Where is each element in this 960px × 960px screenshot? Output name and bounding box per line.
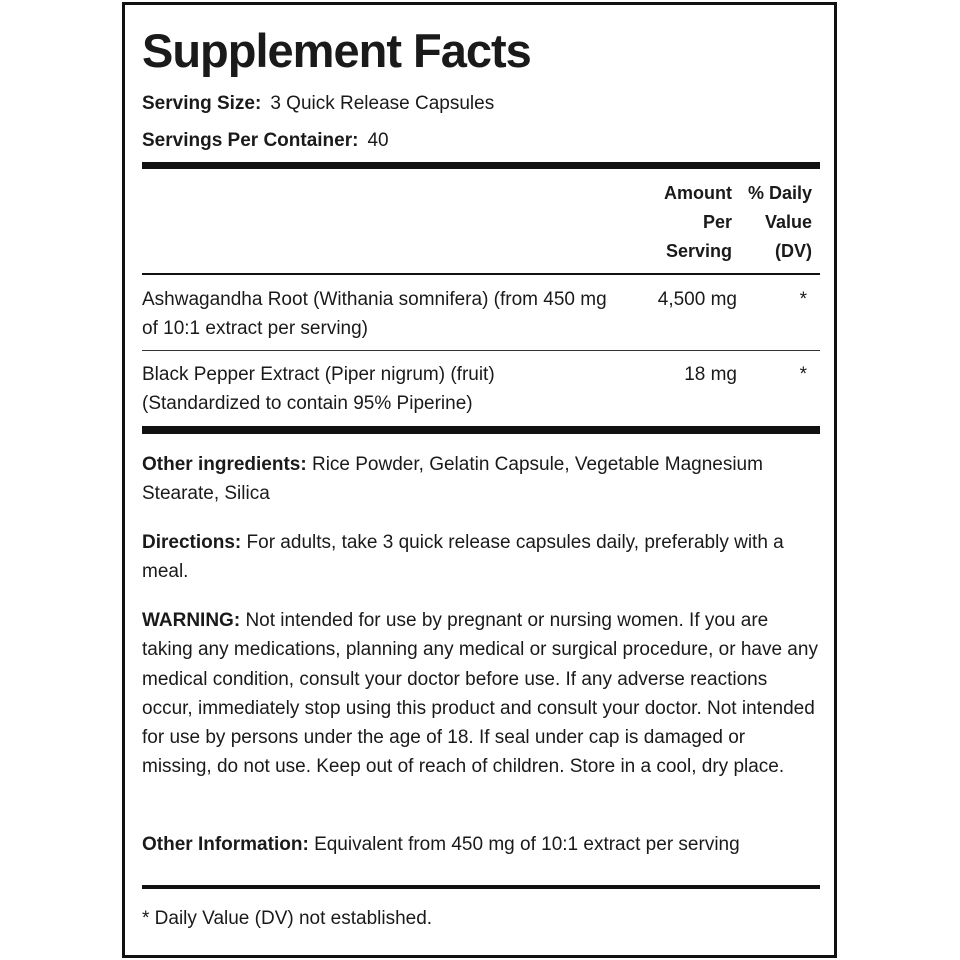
ingredient-name	[142, 285, 632, 343]
other-information-label: Other Information:	[142, 834, 309, 855]
warning-label: WARNING:	[142, 610, 241, 631]
header-line: Value	[764, 212, 812, 232]
other-ingredients-label: Other ingredients:	[142, 454, 307, 475]
warning-text: Not intended for use by pregnant or nursing women. If you are taking any medications, planning any medical or surgical procedure, or have any medical condition, consult your doctor before use. If any adverse reactions occur, immediately stop using this product and consult your doctor. Not intended for use by persons under the age of 18. If seal under cap is damaged or missing, do not use. Keep out of reach of children. Store in a cool, dry place.	[142, 610, 818, 778]
servings-per-container-value: 40	[367, 130, 389, 151]
divider-row	[142, 350, 820, 351]
panel-title: Supplement Facts	[142, 24, 531, 77]
divider-footer	[142, 885, 820, 889]
ingredient-amount: 18 mg	[684, 364, 737, 385]
ingredient-amount: 4,500 mg	[657, 289, 737, 310]
ingredient-name	[142, 360, 632, 418]
other-information-text: Equivalent from 450 mg of 10:1 extract per serving	[314, 834, 740, 855]
ingredient-name-line: of 10:1 extract per serving)	[142, 318, 368, 339]
header-line: Per	[702, 212, 732, 232]
ingredient-name-line: Black Pepper Extract (Piper nigrum) (fruit)	[142, 364, 495, 385]
serving-size-label: Serving Size:	[142, 93, 262, 114]
serving-size-value: 3 Quick Release Capsules	[270, 93, 495, 114]
other-information	[142, 830, 820, 859]
header-line: Serving	[665, 241, 732, 261]
divider-thick	[142, 426, 820, 434]
ingredient-name-line: (Standardized to contain 95% Piperine)	[142, 393, 473, 414]
directions-text: For adults, take 3 quick release capsules daily, preferably with a meal.	[142, 532, 784, 583]
header-line: Amount	[664, 183, 732, 203]
other-ingredients-text: Rice Powder, Gelatin Capsule, Vegetable Magnesium Stearate, Silica	[142, 454, 763, 505]
servings-per-container	[142, 129, 389, 153]
directions	[142, 528, 820, 587]
divider-header	[142, 273, 820, 275]
divider-thick	[142, 162, 820, 169]
daily-value-header	[742, 179, 812, 266]
other-ingredients	[142, 450, 820, 509]
ingredient-name-line: Ashwagandha Root (Withania somnifera) (from 450 mg	[142, 289, 607, 310]
directions-label: Directions:	[142, 532, 242, 553]
ingredient-daily-value: *	[799, 289, 807, 310]
footnote: * Daily Value (DV) not established.	[142, 908, 433, 929]
header-line: (DV)	[775, 241, 812, 261]
supplement-facts-panel	[122, 2, 837, 958]
ingredient-daily-value: *	[799, 364, 807, 385]
header-line: % Daily	[747, 183, 812, 203]
warning	[142, 606, 820, 782]
serving-size	[142, 92, 494, 116]
servings-per-container-label: Servings Per Container:	[142, 130, 359, 151]
amount-per-serving-header	[642, 179, 732, 266]
